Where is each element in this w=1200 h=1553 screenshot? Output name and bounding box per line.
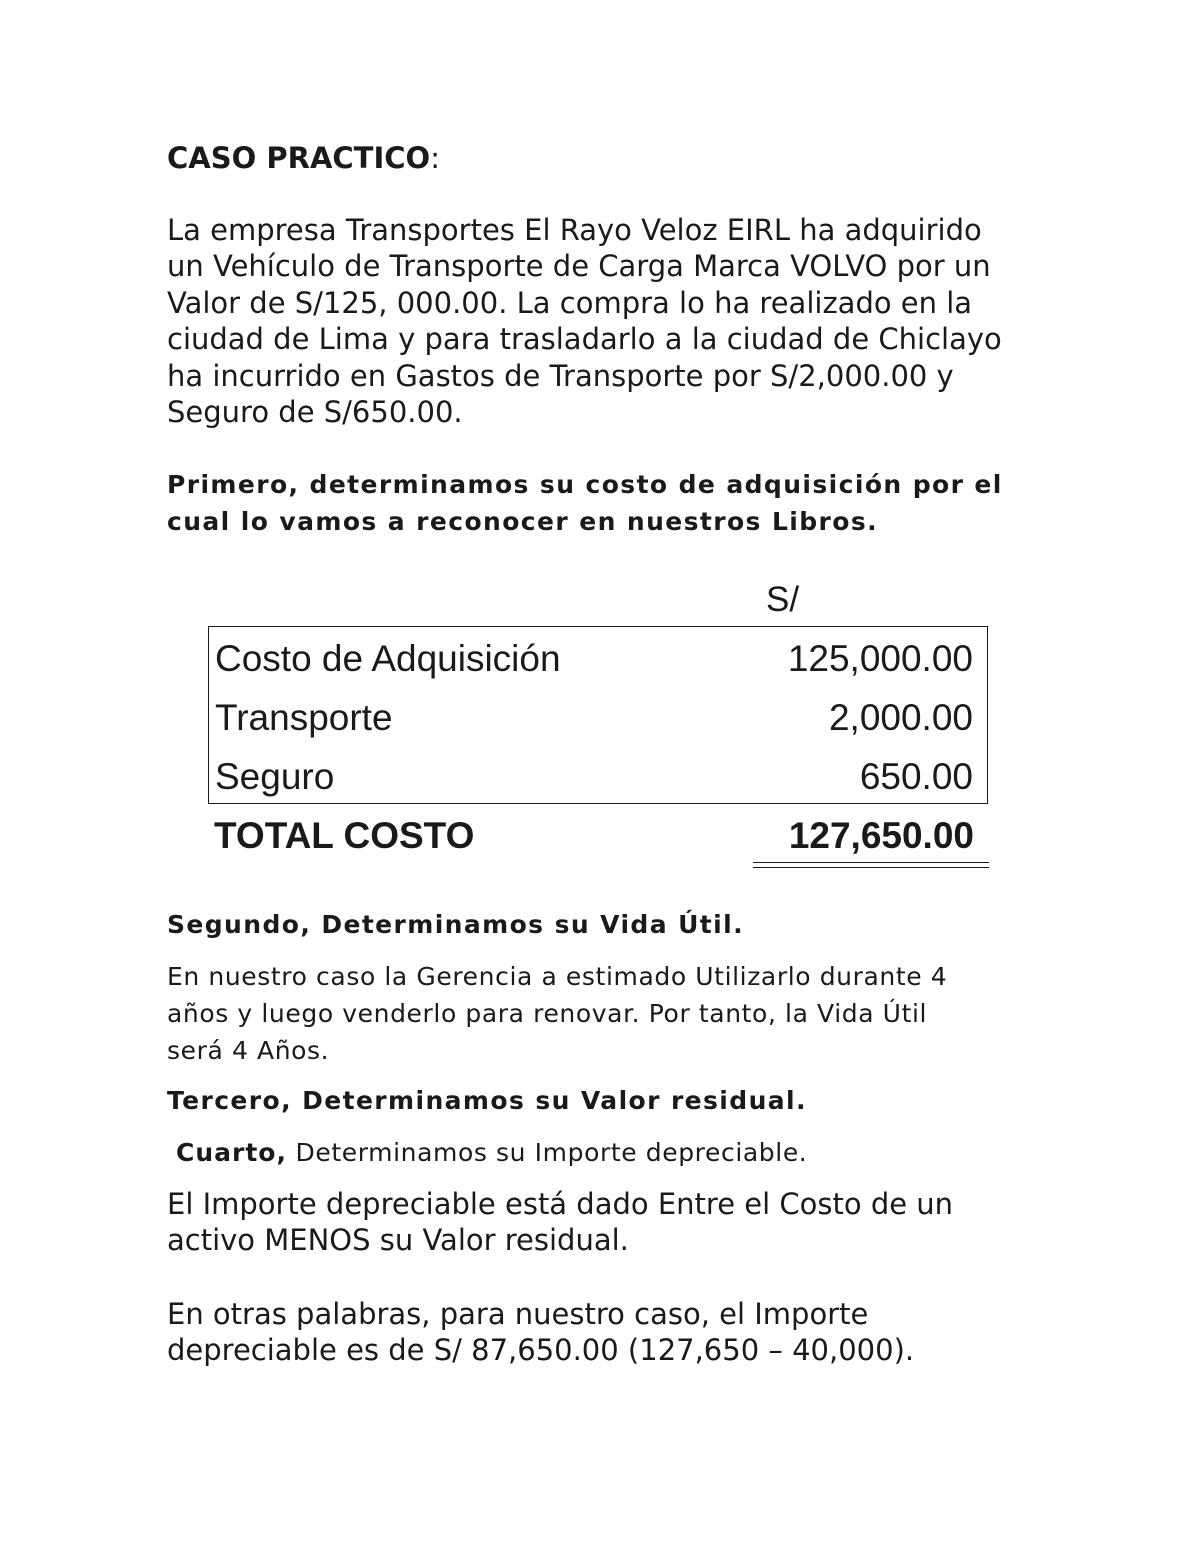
cost-row-seguro <box>209 747 987 807</box>
otras-palabras-paragraph <box>167 1296 914 1369</box>
total-label: TOTAL COSTO <box>214 815 475 856</box>
step-one-line: cual lo vamos a reconocer en nuestros Libros. <box>167 507 879 536</box>
step-three-heading <box>167 1082 807 1119</box>
title-colon: : <box>430 141 440 175</box>
currency-header: S/ <box>766 580 800 619</box>
cost-row-transporte <box>209 688 987 748</box>
step-two-heading <box>167 906 744 943</box>
cost-row-adquisicion <box>209 629 987 689</box>
step-three-line: Tercero, Determinamos su Valor residual. <box>167 1086 807 1115</box>
step-one-heading <box>167 466 1003 540</box>
cost-label: Seguro <box>215 756 335 797</box>
total-cost-row <box>208 808 988 866</box>
importe-paragraph <box>167 1186 953 1259</box>
intro-line: ha incurrido en Gastos de Transporte por S/2,000.00 y <box>167 358 954 393</box>
total-amount: 127,650.00 <box>788 815 974 856</box>
vida-line: será 4 Años. <box>167 1036 330 1065</box>
intro-line: Valor de S/125, 000.00. La compra lo ha realizado en la <box>167 285 973 320</box>
importe-line: activo MENOS su Valor residual. <box>167 1223 629 1258</box>
otras-line: depreciable es de S/ 87,650.00 (127,650 – 40,000). <box>167 1333 915 1368</box>
cost-label: Transporte <box>215 697 393 738</box>
cost-amount: 2,000.00 <box>828 697 973 738</box>
importe-line: El Importe depreciable está dado Entre el Costo de un <box>167 1187 954 1221</box>
intro-line: un Vehículo de Transporte de Carga Marca VOLVO por un <box>167 249 991 284</box>
intro-paragraph <box>167 212 1067 430</box>
title-bold: CASO PRACTICO <box>167 141 431 175</box>
cost-amount: 125,000.00 <box>787 638 973 679</box>
intro-line: Seguro de S/650.00. <box>167 395 463 430</box>
step-four-rest: Determinamos su Importe depreciable. <box>286 1138 808 1167</box>
cost-table <box>208 626 988 804</box>
total-double-underline <box>753 862 989 868</box>
step-two-line: Segundo, Determinamos su Vida Útil. <box>167 910 744 939</box>
otras-line: En otras palabras, para nuestro caso, el Importe <box>167 1297 869 1331</box>
step-four-bold: Cuarto, <box>176 1138 287 1167</box>
cost-amount: 650.00 <box>859 756 973 797</box>
step-four-line <box>176 1134 807 1171</box>
page-title <box>167 138 440 178</box>
step-one-line: Primero, determinamos su costo de adquisición por el <box>167 470 1003 499</box>
vida-line: años y luego venderlo para renovar. Por tanto, la Vida Útil <box>167 999 928 1028</box>
cost-label: Costo de Adquisición <box>215 638 561 679</box>
intro-line: ciudad de Lima y para trasladarlo a la ciudad de Chiclayo <box>167 322 1002 357</box>
intro-line: La empresa Transportes El Rayo Veloz EIRL ha adquirido <box>167 213 982 247</box>
vida-util-paragraph <box>167 958 947 1069</box>
vida-line: En nuestro caso la Gerencia a estimado Utilizarlo durante 4 <box>167 962 948 991</box>
